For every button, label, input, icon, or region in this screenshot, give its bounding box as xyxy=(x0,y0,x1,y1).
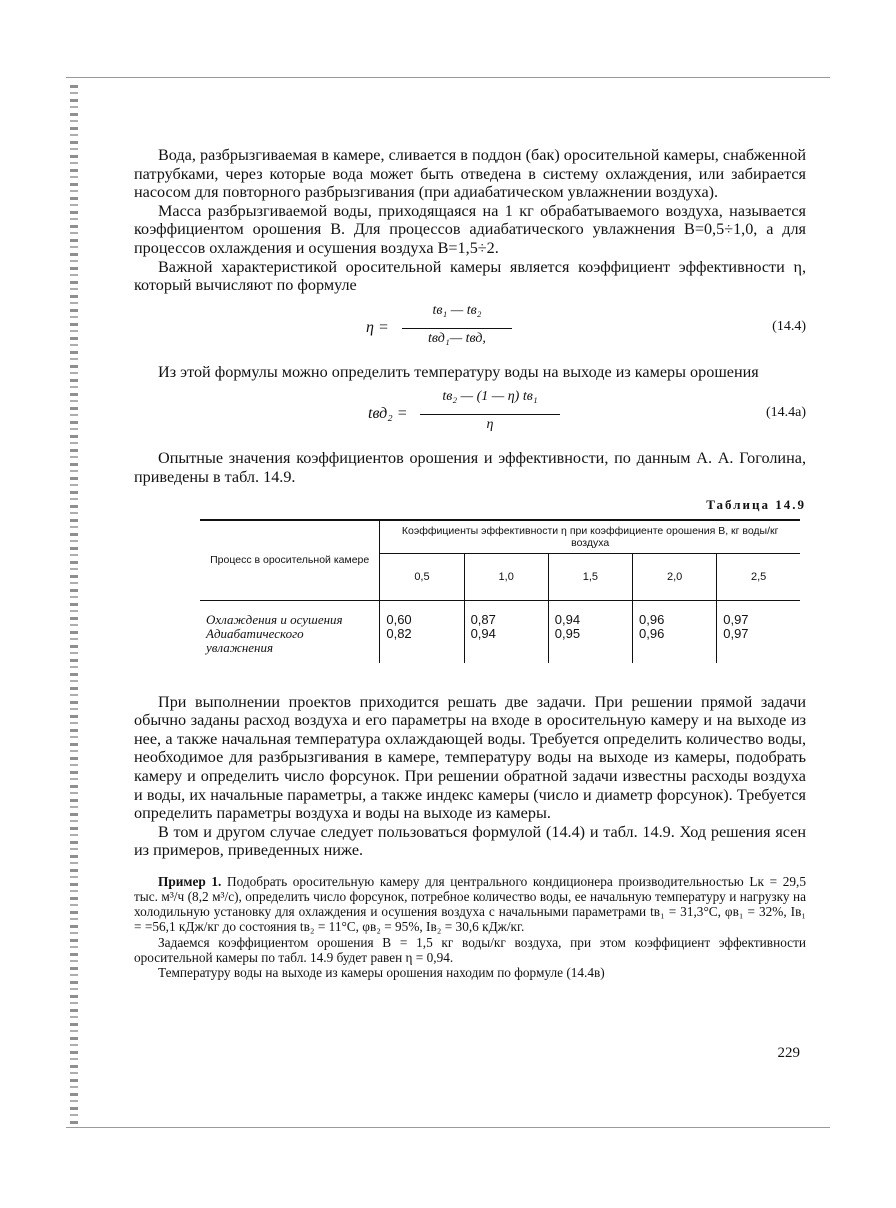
table-cell: 0,87 0,94 xyxy=(464,600,548,663)
table-cell: 0,60 0,82 xyxy=(380,600,464,663)
page-content xyxy=(134,146,806,980)
column-header-process: Процесс в оросительной камере xyxy=(200,520,380,601)
formula2-denominator: η xyxy=(486,417,494,433)
formula2-numerator: tв₂ — (1 — η) tв₁ xyxy=(442,389,538,405)
table-header-row xyxy=(200,520,800,554)
paragraph-irrigation-coefficient: Масса разбрызгиваемой воды, приходящаяся на 1 кг обрабатываемого воздуха, называется коэффициентом орошения B. Для процессов адиабатического увлажнения B=0,5÷1,0, а для процессов охлаждения и осушения воздуха B=1,5÷2. xyxy=(134,201,807,257)
formula2-bar xyxy=(420,414,560,415)
column-header-b: 1,0 xyxy=(464,553,548,600)
process-cooling: Охлаждения и осушения xyxy=(206,611,343,627)
column-header-b: 2,5 xyxy=(717,553,800,600)
formula2-number: (14.4а) xyxy=(765,405,806,421)
paragraph-water: Вода, разбрызгиваемая в камере, сливается в поддон (бак) оросительной камеры, снабженной патрубками, через которые вода может быть отведена в систему охлаждения, или забирается насосом для повторного разбрызгивания (при адиабатическом увлажнении воздуха). xyxy=(134,146,806,202)
formula1-denominator: tвд₁— tвд, xyxy=(428,330,486,346)
binding-edge xyxy=(70,85,78,1125)
formula-14-4 xyxy=(134,301,806,359)
column-header-b: 0,5 xyxy=(380,553,464,600)
table-row xyxy=(200,600,800,663)
column-header-b: 1,5 xyxy=(548,553,632,600)
table-cell: 0,96 0,96 xyxy=(633,600,717,663)
example-label: Пример 1. xyxy=(158,873,222,889)
example-line-2: Задаемся коэффициентом орошения B = 1,5 кг воды/кг воздуха, при этом коэффициент эффективности оросительной камеры по табл. 14.9 будет равен η = 0,94. xyxy=(134,934,806,965)
formula1-number: (14.4) xyxy=(772,318,806,334)
formula-14-4a xyxy=(134,387,806,445)
formula2-lhs: tвд₂ = xyxy=(368,405,408,423)
paragraph-table-reference: Опытные значения коэффициентов орошения и эффективности, по данным А. А. Гоголина, приведены в табл. 14.9. xyxy=(134,449,806,486)
paragraph-formula-intro: Из этой формулы можно определить температуру воды на выходе из камеры орошения xyxy=(158,362,759,381)
coefficients-table xyxy=(200,519,800,663)
paragraph-tasks: При выполнении проектов приходится решать две задачи. При решении прямой задачи обычно заданы расход воздуха и его параметры на входе в оросительную камеру и на выходе из нее, а также начальная температура охлаждающей воды. Требуется определить количество воды, необходимое для разбрызгивания в камере, температуру воды на выходе из камеры, подобрать камеру и определить число форсунок. При решении обратной задачи известны расходы воздуха и воды, их начальные параметры, а также индекс камеры (число и диаметр форсунок). Требуется определить параметры воздуха и воды на выходе из камеры. xyxy=(134,692,806,823)
formula1-numerator: tв₁ — tв₂ xyxy=(432,302,482,318)
example-text: Подобрать оросительную камеру для центрального кондиционера производительностью Lк = 29,5 тыс. м³/ч (8,2 м³/с), определить число форсунок, потребное количество воды, ее начальную температуру и нагрузку на холодильную установку для охлаждения и осушения воздуха с начальными параметрами tв₁ = 31,3°С, φв₁ = 32%, Iв₁ = =56,1 кДж/кг до состояния tв₂ = 11°С, φв₂ = 95%, Iв₂ = 30,6 кДж/кг. xyxy=(134,873,806,935)
table-caption: Таблица 14.9 xyxy=(706,496,806,512)
top-rule xyxy=(66,77,830,78)
formula1-lhs: η = xyxy=(366,318,389,336)
example-line-3: Температуру воды на выходе из камеры орошения находим по формуле (14.4в) xyxy=(158,965,605,981)
example-1 xyxy=(134,874,806,935)
page-number: 229 xyxy=(777,1045,800,1061)
column-header-b: 2,0 xyxy=(633,553,717,600)
table-cell-process xyxy=(200,600,380,663)
column-header-group: Коэффициенты эффективности η при коэффициенте орошения B, кг воды/кг воздуха xyxy=(380,520,800,554)
formula1-bar xyxy=(402,328,512,329)
paragraph-efficiency: Важной характеристикой оросительной камеры является коэффициент эффективности η, который вычисляют по формуле xyxy=(134,257,806,295)
table-cell: 0,97 0,97 xyxy=(717,600,800,663)
bottom-rule xyxy=(66,1127,830,1128)
paragraph-examples-intro: В том и другом случае следует пользоваться формулой (14.4) и табл. 14.9. Ход решения ясен из примеров, приведенных ниже. xyxy=(134,822,806,860)
process-adiabatic: Адиабатического увлажнения xyxy=(206,625,304,655)
table-cell: 0,94 0,95 xyxy=(548,600,632,663)
